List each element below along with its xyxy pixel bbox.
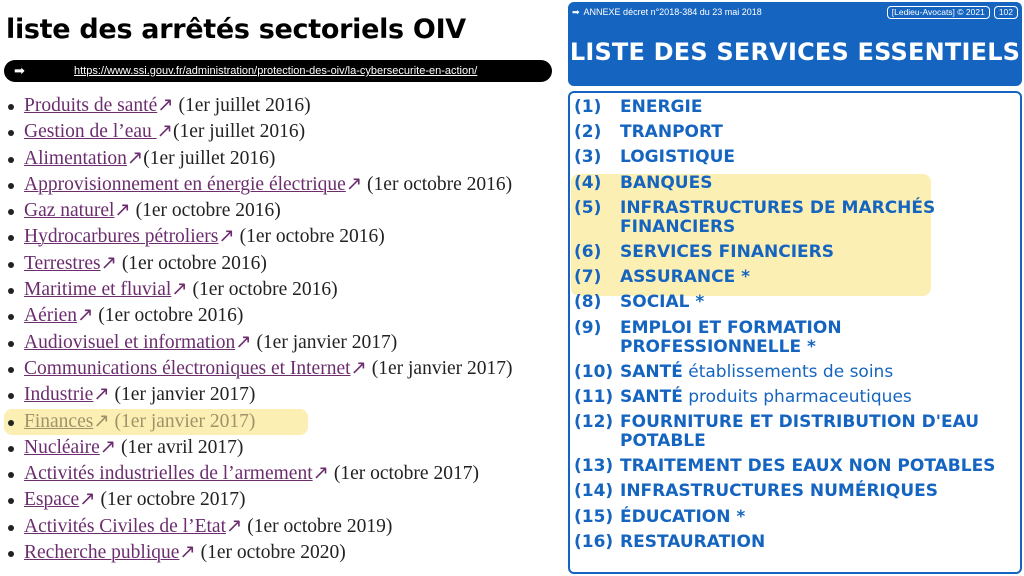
external-link-icon[interactable]: ↗ [157,95,174,116]
oiv-sector-item [8,251,568,277]
service-item [574,482,1014,501]
service-text [620,243,834,262]
service-text [620,174,712,193]
sector-link[interactable]: Activités Civiles de l’Etat [24,515,226,537]
service-text [620,388,912,407]
service-item [574,533,1014,552]
copyright-badge: [Ledieu-Avocats] © 2021 [887,6,990,19]
service-text [620,123,723,142]
sector-link[interactable]: Produits de santé [24,95,158,116]
sector-link[interactable]: Finances [24,410,94,432]
external-link-icon[interactable]: ↗ [179,542,196,564]
service-name: SANTÉ [620,361,683,382]
external-link-icon[interactable]: ↗ [126,147,144,169]
service-number: (15) [574,506,614,527]
oiv-sector-item [8,356,568,382]
sector-date: (1er janvier 2017) [251,331,398,353]
external-link-icon[interactable]: ↗ [79,489,96,511]
service-name: TRANPORT [620,122,723,143]
service-name: LOGISTIQUE [620,147,735,168]
service-name: RESTAURATION [620,531,766,552]
oiv-sector-item [8,487,568,513]
service-name: ASSURANCE * [620,267,751,288]
sector-date: (1er octobre 2016) [116,252,267,274]
oiv-sector-item [8,303,568,329]
sector-date: (1er avril 2017) [116,436,244,458]
oiv-sector-item [8,382,568,408]
oiv-sector-item [8,198,568,224]
service-item [574,98,1014,117]
sector-link[interactable]: Maritime et fluvial [24,279,172,301]
service-number: (3) [574,147,602,168]
service-name: FOURNITURE ET DISTRIBUTION D'EAU POTABLE [620,412,980,452]
service-item [574,148,1014,167]
sector-link[interactable]: Nucléaire [24,436,100,458]
external-link-icon[interactable]: ↗ [350,357,367,379]
source-link[interactable]: https://www.ssi.gouv.fr/administration/protection-des-oiv/la-cybersecurite-en-action/ [74,65,478,77]
service-text [620,319,1014,357]
sector-date: (1er octobre 2016) [234,226,385,248]
sector-link[interactable]: Approvisionnement en énergie électrique [24,173,346,195]
external-link-icon[interactable]: ↗ [345,173,363,195]
external-link-icon[interactable]: ↗ [93,384,110,406]
service-text [620,482,938,501]
service-number: (4) [574,172,602,193]
service-item [574,508,1014,527]
sector-date: (1er octobre 2016) [187,279,338,301]
sector-link[interactable]: Aérien [24,305,78,327]
service-number: (1) [574,97,602,117]
external-link-icon[interactable]: ↗ [156,121,174,143]
service-number: (2) [574,122,602,143]
service-item [574,388,1014,407]
sector-link[interactable]: Gaz naturel [24,200,115,222]
sector-link[interactable]: Espace [24,489,80,511]
service-name: ÉDUCATION * [620,506,746,527]
service-number: (10) [574,361,614,382]
service-item [574,293,1014,312]
sector-link[interactable]: Gestion de l’eau [24,121,157,143]
sector-date: (1er octobre 2020) [195,542,346,564]
essential-services-list [574,98,1014,558]
service-name: SANTÉ [620,386,683,407]
service-text [620,293,704,312]
sector-date: (1er octobre 2016) [130,200,281,222]
external-link-icon[interactable]: ↗ [77,305,94,327]
sector-link[interactable]: Alimentation [24,147,127,169]
services-header [568,2,1022,86]
service-number: (12) [574,412,614,433]
service-item [574,457,1014,476]
sector-date: (1er janvier 2017) [109,410,256,432]
services-title: LISTE DES SERVICES ESSENTIELS [569,38,1021,66]
sector-date: (1er octobre 2016) [362,173,513,195]
sector-date: (1er octobre 2017) [95,489,246,511]
sector-link[interactable]: Recherche publique [24,542,180,564]
sector-link[interactable]: Communications électroniques et Internet [24,357,351,379]
sector-link[interactable]: Activités industrielles de l’armement [24,463,313,485]
service-item [574,363,1014,382]
sector-date: (1er octobre 2016) [93,305,244,327]
service-name: SOCIAL * [620,292,705,313]
service-item [574,319,1014,357]
service-detail: produits pharmaceutiques [682,386,912,407]
external-link-icon[interactable]: ↗ [114,200,131,222]
external-link-icon[interactable]: ↗ [93,410,110,432]
service-number: (13) [574,456,614,477]
service-item [574,199,1014,237]
service-item [574,413,1014,451]
sector-date: (1er juillet 2016) [143,147,276,169]
service-text [620,508,745,527]
service-text [620,199,1014,237]
service-item [574,174,1014,193]
header-topline [572,5,1018,19]
service-text [620,148,735,167]
oiv-sector-item [8,172,568,198]
external-link-icon[interactable]: ↗ [226,515,243,537]
oiv-sector-item [8,461,568,487]
service-detail: établissements de soins [682,361,894,382]
service-text [620,363,893,382]
service-number: (14) [574,481,614,502]
external-link-icon[interactable]: ↗ [171,279,188,301]
arrow-right-icon: ➡ [572,6,580,17]
service-text [620,533,765,552]
external-link-icon[interactable]: ↗ [218,226,235,248]
sector-date: (1er juillet 2016) [173,121,306,143]
arrow-right-icon: ➡ [14,63,25,78]
service-item [574,243,1014,262]
service-name: SERVICES FINANCIERS [620,241,834,262]
oiv-sector-list [8,93,568,566]
service-number: (16) [574,531,614,552]
service-item [574,268,1014,287]
external-link-icon[interactable]: ↗ [100,252,117,274]
sector-link[interactable]: Terrestres [24,252,101,274]
annex-reference: ANNEXE décret n°2018-384 du 23 mai 2018 [583,7,762,17]
oiv-sector-item [8,540,568,566]
oiv-sector-item [4,409,308,435]
service-number: (7) [574,267,602,288]
service-text [620,457,995,476]
sector-link[interactable]: Audiovisuel et information [24,331,236,353]
sector-date: (1er octobre 2019) [242,515,393,537]
service-name: ENERGIE [620,97,703,117]
oiv-sector-item [8,277,568,303]
service-name: EMPLOI ET FORMATION PROFESSIONNELLE * [620,317,842,357]
service-number: (11) [574,386,614,407]
service-name: INFRASTRUCTURES NUMÉRIQUES [620,481,938,502]
service-name: INFRASTRUCTURES DE MARCHÉS FINANCIERS [620,197,936,237]
service-number: (6) [574,241,602,262]
oiv-sector-item [8,146,568,172]
sector-date: (1er juillet 2016) [173,95,311,116]
service-number: (5) [574,197,602,218]
service-text [620,413,1014,451]
service-number: (9) [574,317,602,338]
oiv-sector-item [8,435,568,461]
external-link-icon[interactable]: ↗ [99,436,117,458]
page-title: liste des arrêtés sectoriels OIV [6,14,466,45]
oiv-sector-item [8,93,568,119]
service-item [574,123,1014,142]
external-link-icon[interactable]: ↗ [235,331,252,353]
service-text [620,268,750,287]
oiv-sector-item [8,514,568,540]
service-name: TRAITEMENT DES EAUX NON POTABLES [620,456,996,477]
service-name: BANQUES [620,172,713,193]
external-link-icon[interactable]: ↗ [312,463,329,485]
sector-date: (1er octobre 2017) [328,463,479,485]
service-number: (8) [574,292,602,313]
page-number-badge: 102 [994,6,1018,19]
sector-date: (1er janvier 2017) [109,384,256,406]
service-text [620,98,702,117]
source-link-bar [4,60,552,82]
oiv-sector-item [8,119,568,145]
sector-date: (1er janvier 2017) [366,357,513,379]
sector-link[interactable]: Industrie [24,384,94,406]
oiv-sector-item [8,224,568,250]
sector-link[interactable]: Hydrocarbures pétroliers [24,226,219,248]
oiv-sector-item [8,330,568,356]
